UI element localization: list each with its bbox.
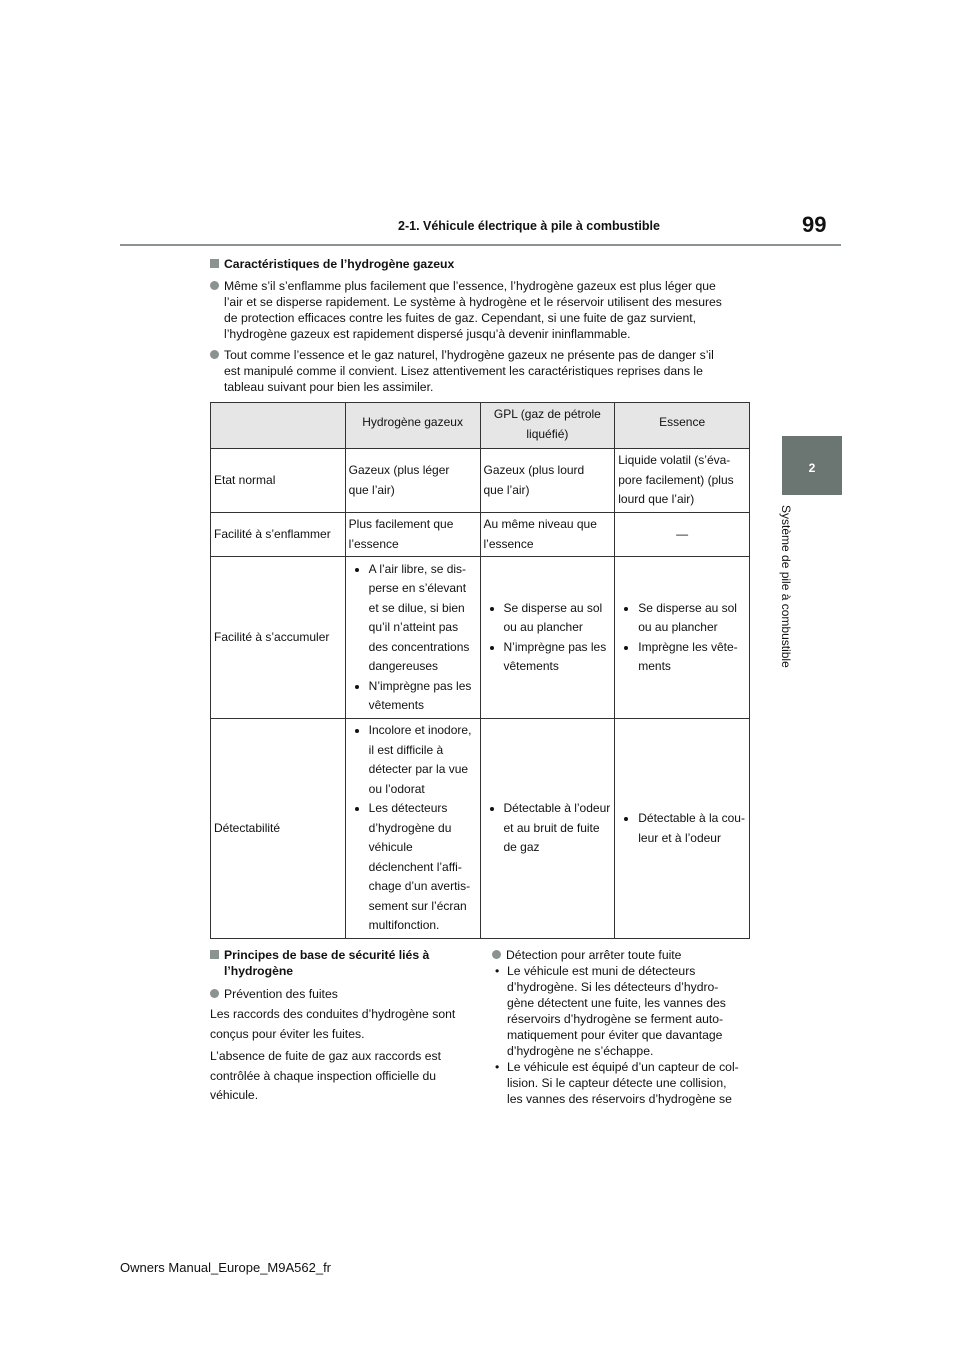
- cell-line: perse en s’élevant: [368, 581, 467, 595]
- cell-line: Essence: [659, 415, 706, 429]
- bullet-dot: •: [495, 964, 500, 978]
- header-gpl: [480, 403, 615, 449]
- cell-line: N’imprègne pas les: [368, 678, 472, 693]
- section1-heading: [210, 256, 454, 272]
- row-label: Etat normal: [211, 449, 346, 513]
- text-line: d’hydrogène. Si les détecteurs d’hydro-: [507, 980, 719, 994]
- text-line: Détection pour arrêter toute fuite: [506, 948, 682, 962]
- table-cell: [615, 719, 750, 939]
- cell-line: vêtements: [503, 659, 559, 673]
- cell-line: Gazeux (plus lourd: [483, 463, 585, 477]
- page-number: 99: [802, 212, 827, 237]
- table-cell: [615, 557, 750, 719]
- text-line: contrôlée à chaque inspection officielle du: [210, 1068, 437, 1083]
- text-line: véhicule.: [210, 1088, 259, 1102]
- table-header-row: [211, 403, 750, 449]
- round-bullet-icon: [492, 950, 501, 959]
- section1-bullet1: [210, 278, 770, 342]
- table-cell: [480, 557, 615, 719]
- cell-line: ou au plancher: [638, 620, 718, 634]
- cell-line: des concentrations: [368, 639, 470, 654]
- row-label: Détectabilité: [211, 719, 346, 939]
- cell-line: qu’il n’atteint pas: [368, 620, 459, 634]
- table-row: [211, 449, 750, 513]
- cell-line: multifonction.: [368, 918, 440, 933]
- cell-line: Détectable à l’odeur: [503, 801, 611, 816]
- chapter-number: 2: [808, 461, 816, 475]
- list-item: [504, 599, 612, 638]
- round-bullet-icon: [210, 350, 219, 359]
- text-line: de protection efficaces contre les fuites de gaz. Cependant, si une fuite de gaz survient,: [224, 311, 696, 325]
- table-row: [211, 513, 750, 557]
- cell-line: N’imprègne pas les: [503, 639, 607, 654]
- text-line: d’hydrogène ne s’échappe.: [507, 1044, 654, 1058]
- text-line: réservoirs d’hydrogène se ferment auto-: [507, 1012, 724, 1026]
- text-line: l’hydrogène: [224, 964, 294, 978]
- hydrogen-comparison-table: [210, 402, 750, 939]
- cell-line: Imprègne les vête-: [638, 639, 738, 654]
- row-label: Facilité à s’enflammer: [211, 513, 346, 557]
- text-line: Le véhicule est équipé d’un capteur de col-: [507, 1060, 739, 1074]
- row-label: Facilité à s’accumuler: [211, 557, 346, 719]
- cell-line: véhicule: [368, 840, 413, 855]
- text-line: conçus pour éviter les fuites.: [210, 1026, 365, 1041]
- cell-line: A l’air libre, se dis-: [368, 561, 467, 576]
- right-column: [492, 947, 754, 1107]
- list-item: [492, 963, 754, 1059]
- table-row: [211, 719, 750, 939]
- cell-line: déclenchent l’affi-: [368, 859, 462, 874]
- section2-para1: [210, 1005, 470, 1044]
- cell-line: que l’air): [348, 482, 395, 497]
- table-cell: [480, 449, 615, 513]
- cell-line: Hydrogène gazeux: [362, 415, 463, 429]
- chapter-tab: [782, 436, 842, 495]
- chapter-title: Système de pile à combustible: [779, 505, 793, 668]
- section2-para2: [210, 1047, 470, 1106]
- cell-line: et au bruit de fuite: [503, 820, 600, 835]
- header-divider: [120, 244, 841, 246]
- list-item: [638, 599, 746, 638]
- section2-subheading: [210, 986, 470, 1002]
- text-line: tableau suivant pour bien les assimiler.: [224, 380, 434, 394]
- list-item: [369, 799, 477, 936]
- text-line: l’air et se disperse rapidement. Le système à hydrogène et le réservoir utilisent des mesures: [224, 295, 722, 309]
- cell-line: chage d’un avertis-: [368, 879, 471, 894]
- cell-line: et se dilue, si bien: [368, 600, 465, 615]
- section1-bullet2: [210, 347, 770, 395]
- cell-line: Liquide volatil (s’éva-: [618, 453, 731, 468]
- round-bullet-icon: [210, 281, 219, 290]
- header-empty-cell: [211, 403, 346, 449]
- cell-line: l’essence: [483, 536, 534, 551]
- text-line: Même s’il s’enflamme plus facilement que l’essence, l’hydrogène gazeux est plus léger que: [224, 279, 716, 293]
- footer-doc-id: Owners Manual_Europe_M9A562_fr: [120, 1260, 332, 1275]
- cell-line: ou au plancher: [503, 620, 583, 634]
- cell-line: l’essence: [348, 536, 399, 551]
- cell-line: Au même niveau que: [483, 517, 597, 531]
- cell-line: Les détecteurs: [368, 801, 448, 816]
- section2-heading: [210, 947, 470, 979]
- text-line: Principes de base de sécurité liés à: [224, 948, 430, 962]
- cell-line: il est difficile à: [368, 742, 444, 757]
- cell-line: Gazeux (plus léger: [348, 463, 450, 477]
- cell-line: sement sur l’écran: [368, 898, 467, 913]
- cell-line: Détectable à la cou-: [638, 811, 745, 825]
- list-item: [492, 1059, 754, 1107]
- cell-line: d’hydrogène du: [368, 820, 452, 835]
- cell-line: ou l’odorat: [368, 781, 425, 796]
- cell-line: leur et à l’odeur: [638, 830, 721, 845]
- text-line: l’hydrogène gazeux est rapidement dispersé jusqu’à devenir ininflammable.: [224, 327, 631, 341]
- cell-line: de gaz: [503, 840, 540, 855]
- bullet-dot: •: [495, 1060, 500, 1074]
- text-line: est manipulé comme il convient. Lisez attentivement les caractéristiques reprises dans le: [224, 364, 703, 378]
- table-cell: [480, 513, 615, 557]
- header-hydrogen: [345, 403, 480, 449]
- cell-line: GPL (gaz de pétrole: [493, 407, 601, 421]
- table-row: [211, 557, 750, 719]
- cell-line: Se disperse au sol: [503, 600, 603, 615]
- cell-line: détecter par la vue: [368, 762, 469, 777]
- list-item: [504, 799, 612, 858]
- cell-line: liquéfié): [526, 426, 569, 441]
- list-item: [504, 638, 612, 677]
- text-line: Prévention des fuites: [224, 987, 338, 1001]
- header-essence: [615, 403, 750, 449]
- text-line: Les raccords des conduites d’hydrogène sont: [210, 1007, 456, 1021]
- cell-line: dangereuses: [368, 659, 439, 673]
- list-item: [369, 560, 477, 677]
- cell-line: pore facilement) (plus: [618, 472, 734, 487]
- text-line: lision. Si le capteur détecte une collision,: [507, 1076, 727, 1090]
- square-bullet-icon: [210, 950, 219, 959]
- table-cell: [345, 513, 480, 557]
- table-cell: [480, 719, 615, 939]
- cell-line: Plus facilement que: [348, 517, 454, 531]
- table-cell: [345, 557, 480, 719]
- section1-heading-text: Caractéristiques de l’hydrogène gazeux: [224, 257, 455, 271]
- round-bullet-icon: [210, 989, 219, 998]
- section3-heading: [492, 947, 754, 963]
- cell-line: lourd que l’air): [618, 492, 695, 507]
- text-line: matiquement pour éviter que davantage: [507, 1028, 723, 1042]
- list-item: [638, 809, 746, 848]
- table-cell-dash: —: [615, 513, 750, 557]
- left-column: [210, 947, 470, 1106]
- cell-line: Se disperse au sol: [638, 600, 737, 615]
- cell-line: ments: [638, 659, 671, 673]
- list-item: [638, 638, 746, 677]
- list-item: [369, 677, 477, 716]
- table-cell: [345, 719, 480, 939]
- text-line: les vannes des réservoirs d’hydrogène se: [507, 1092, 732, 1106]
- square-bullet-icon: [210, 259, 219, 268]
- text-line: L’absence de fuite de gaz aux raccords est: [210, 1049, 442, 1063]
- chapter-title-vertical: [775, 505, 811, 690]
- cell-line: que l’air): [483, 482, 530, 497]
- text-line: Le véhicule est muni de détecteurs: [507, 964, 696, 978]
- text-line: Tout comme l’essence et le gaz naturel, l’hydrogène gazeux ne présente pas de danger s’il: [224, 348, 714, 362]
- table-cell: [615, 449, 750, 513]
- cell-line: Incolore et inodore,: [368, 723, 472, 738]
- table-cell: [345, 449, 480, 513]
- text-line: gène détectent une fuite, les vannes des: [507, 996, 726, 1010]
- list-item: [369, 721, 477, 799]
- cell-line: vêtements: [368, 698, 425, 712]
- section-header: 2-1. Véhicule électrique à pile à combustible: [398, 219, 660, 233]
